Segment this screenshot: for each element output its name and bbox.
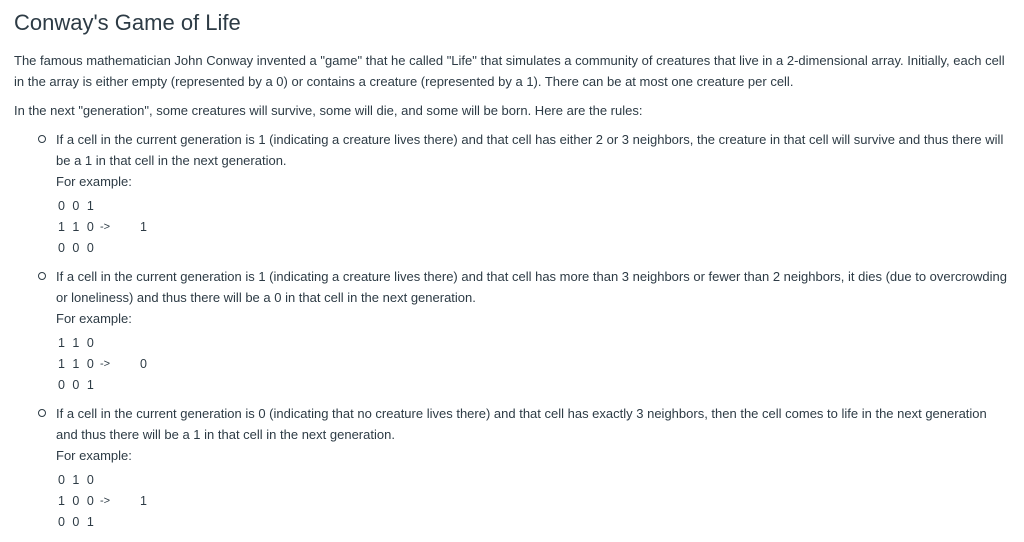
rule-item: [38, 403, 1010, 533]
rules-intro-paragraph: In the next "generation", some creatures will survive, some will die, and some will be born. Here are the rules:: [14, 103, 643, 118]
rule-item: [38, 266, 1010, 396]
bullet-circle-icon: [38, 272, 46, 280]
grid-cells: 1 1 0: [58, 336, 96, 350]
grid-row: [58, 512, 1010, 533]
grid-cells: 0 0 1: [58, 515, 96, 529]
arrow-label: ->: [100, 221, 111, 233]
example-label: For example:: [56, 174, 132, 189]
example-grid: [58, 196, 1010, 259]
grid-row: [58, 238, 1010, 259]
grid-row: [58, 333, 1010, 354]
example-label: For example:: [56, 448, 132, 463]
grid-row: [58, 375, 1010, 396]
page-title: Conway's Game of Life: [14, 10, 241, 35]
grid-cells: 0 0 1: [58, 199, 96, 213]
grid-row: [58, 196, 1010, 217]
rules-list: [14, 129, 1010, 533]
grid-cells: 1 1 0: [58, 220, 96, 234]
grid-cells: 0 0 1: [58, 378, 96, 392]
bullet-circle-icon: [38, 409, 46, 417]
grid-row: [58, 491, 1010, 512]
grid-row: [58, 354, 1010, 375]
arrow-label: ->: [100, 495, 111, 507]
rule-text: If a cell in the current generation is 0 (indicating that no creature lives there) and that cell has exactly 3 neighbors, then the cell comes to life in the next generation and thus there will be a 1 in that cell in the next generation.: [56, 406, 987, 442]
grid-cells: 1 1 0: [58, 357, 96, 371]
example-label: For example:: [56, 311, 132, 326]
intro-paragraph: The famous mathematician John Conway invented a "game" that he called "Life" that simulates a community of creatures that live in a 2-dimensional array. Initially, each cell in the array is either empty (represented by a 0) or contains a creature (represented by a 1). There can be at most one creature per cell.: [14, 53, 1005, 89]
grid-cells: 1 0 0: [58, 494, 96, 508]
arrow-label: ->: [100, 358, 111, 370]
grid-cells: 0 0 0: [58, 241, 96, 255]
grid-row: [58, 217, 1010, 238]
rule-text: If a cell in the current generation is 1 (indicating a creature lives there) and that cell has either 2 or 3 neighbors, the creature in that cell will survive and thus there will be a 1 in that cell in the next generation.: [56, 132, 1004, 168]
result-value: 0: [140, 357, 147, 371]
grid-cells: 0 1 0: [58, 473, 96, 487]
rule-text: If a cell in the current generation is 1 (indicating a creature lives there) and that cell has more than 3 neighbors or fewer than 2 neighbors, it dies (due to overcrowding or loneliness) and thus there will be a 0 in that cell in the next generation.: [56, 269, 1007, 305]
result-value: 1: [140, 220, 147, 234]
rule-item: [38, 129, 1010, 259]
bullet-circle-icon: [38, 135, 46, 143]
example-grid: [58, 470, 1010, 533]
result-value: 1: [140, 494, 147, 508]
example-grid: [58, 333, 1010, 396]
grid-row: [58, 470, 1010, 491]
